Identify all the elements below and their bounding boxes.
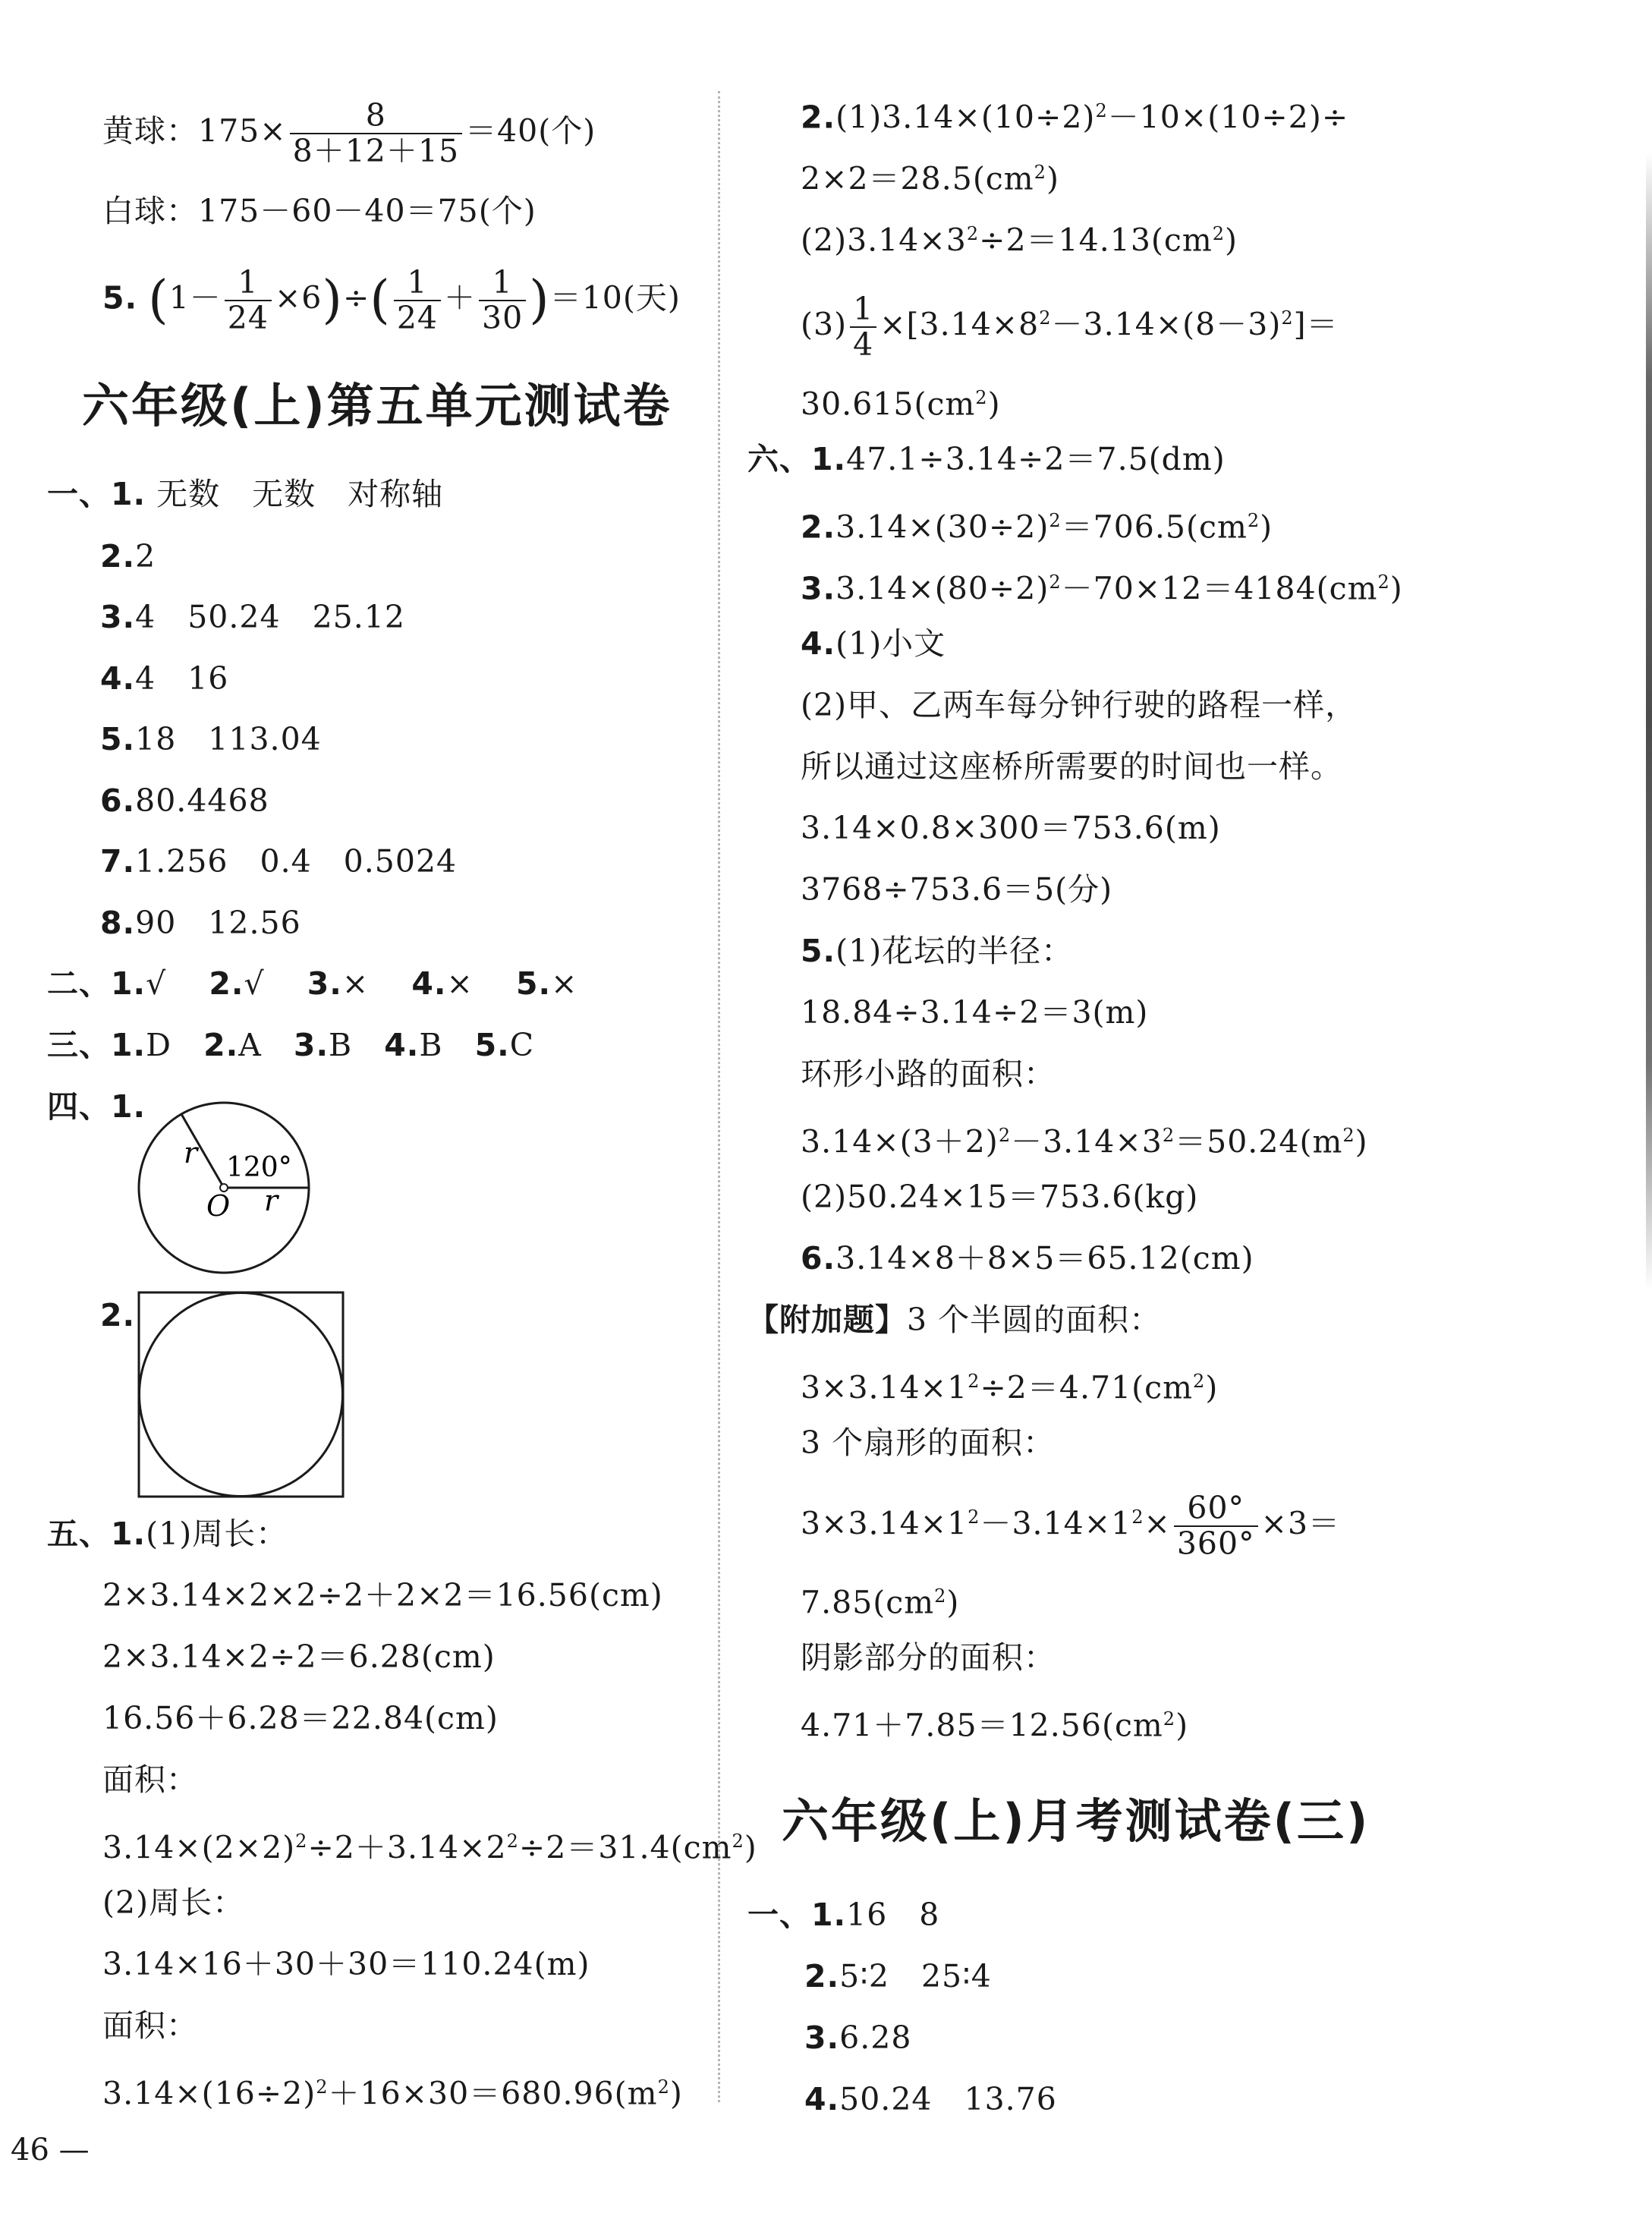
circle-sector-figure [129,1093,319,1283]
yellow-ball-line: 黄球：175× $\frac{8}{8+12+15}$ ＝40(个) [102,97,596,169]
q5-line: 5. (1－ $\frac{1}{24}$ ×6)÷( $\frac{1}{24}$ ＋ $\frac{1}{30}$ )＝10(天) [102,264,681,336]
r-line: $2.3.14\times(30\div 2)^2=706.5(cm^2)$ [801,508,1273,546]
r-line: 18.84÷3.14÷2＝3(m) [801,994,1149,1031]
fraction: $\frac{1}{30}$ [479,266,526,335]
s5-line: 2×3.14×2÷2＝6.28(cm) [102,1639,496,1675]
s1-q4: 4.4 16 [100,660,229,697]
r-line: $2.(1)3.14\times(10\div 2)^2-10\times(10\div 2)\div$ [801,99,1349,136]
s4-q2-label: 2. [100,1297,136,1333]
r-line: $3.3.14\times(80\div 2)^2-70\times 12=4184(cm^2)$ [801,570,1403,607]
fraction: $\frac{60^\circ}{360^\circ}$ [1174,1491,1258,1561]
s2-answers: 二、1.√ 2.√ 3.× 4.× 5.× [47,965,578,1002]
r-line: $4.71+7.85=12.56(cm^2)$ [801,1707,1189,1744]
r-line: 3.14×0.8×300＝753.6(m) [801,810,1221,846]
s1-q2: 2.2 [100,538,156,575]
r-line: 5.(1)花坛的半径： [801,933,1074,969]
fraction: $\frac{8}{8+12+15}$ [290,99,462,168]
s5-line: 16.56＋6.28＝22.84(cm) [102,1700,499,1736]
section-title-unit5: 六年级(上)第五单元测试卷 [82,378,672,433]
r-line: $3\times 3.14\times 1^2\div 2=4.71(cm^2)$ [801,1369,1219,1406]
r-line: 3768÷753.6＝5(分) [801,871,1113,908]
r-line: 6.3.14×8＋8×5＝65.12(cm) [801,1240,1254,1277]
s1-q6: 6.80.4468 [100,782,269,819]
t-line: 一、1.16 8 [747,1897,940,1933]
s5-line: 2×3.14×2×2÷2＋2×2＝16.56(cm) [102,1577,663,1613]
r-line: $7.85(cm^2)$ [801,1584,960,1621]
s5-line: 面积： [102,1761,198,1798]
t-line: 3.6.28 [804,2020,912,2056]
fraction: $\frac{1}{4}$ [850,292,876,362]
r-line: 所以通过这座桥所需要的时间也一样。 [801,748,1342,785]
r-line: 环形小路的面积： [801,1056,1056,1092]
s4-label: 四、1. [47,1088,146,1125]
s1-q5: 5.18 113.04 [100,721,322,757]
r-line: 阴影部分的面积： [801,1639,1056,1676]
r-line: (3) $\frac{1}{4}$ $\times[3.14\times 8^2-3.14\times(8-3)^2]=$ [801,291,1339,363]
column-divider [718,91,720,2102]
s1-q1: 一、1. 无数 无数 对称轴 [47,476,444,512]
r-line: 3 个扇形的面积： [801,1425,1056,1461]
r-line: (2)50.24×15＝753.6(kg) [801,1179,1199,1215]
s5-line: $3.14\times(2\times 2)^2\div 2+3.14\times 2^2\div 2=31.4(cm^2)$ [102,1829,757,1866]
page-number: 46 — [11,2133,90,2167]
r-line: $30.615(cm^2)$ [801,386,1001,423]
t-line: 4.50.24 13.76 [804,2081,1057,2117]
s1-q8: 8.90 12.56 [100,905,301,941]
r-line: 【附加题】3 个半圆的面积： [747,1302,1162,1338]
center-label: O [206,1189,231,1223]
circle-in-square-figure [137,1290,345,1499]
fraction: $\frac{1}{24}$ [394,266,441,335]
s5-line: $3.14\times(16\div 2)^2+16\times 30=680.96(m^2)$ [102,2075,683,2112]
radius-label: r [184,1136,198,1170]
s5-line: 3.14×16＋30＋30＝110.24(m) [102,1946,590,1982]
white-ball-line: 白球：175－60－40＝75(个) [102,193,537,229]
s5-line: 面积： [102,2007,198,2044]
t-line: 2.5∶2 25∶4 [804,1958,992,1994]
s3-answers: 三、1.D 2.A 3.B 4.B 5.C [47,1027,535,1063]
fraction: $\frac{1}{24}$ [225,266,272,335]
r-line: (2)甲、乙两车每分钟行驶的路程一样， [801,687,1358,723]
s1-q7: 7.1.256 0.4 0.5024 [100,843,458,880]
r-line: $3\times 3.14\times 1^2-3.14\times 1^2\times$ $\frac{60^\circ}{360^\circ}$ ×3＝ [801,1490,1341,1562]
radius-label: r [264,1184,278,1217]
r-line: $3.14\times(3+2)^2-3.14\times 3^2=50.24(m^2)$ [801,1123,1368,1160]
s1-q3: 3.4 50.24 25.12 [100,599,405,635]
r-line: $2\times 2=28.5(cm^2)$ [801,160,1059,197]
s5-line: (2)周长： [102,1884,245,1921]
r-line: 六、1.47.1÷3.14÷2＝7.5(dm) [747,441,1226,477]
r-line: $(2)3.14\times 3^2\div 2=14.13(cm^2)$ [801,222,1238,259]
r-line: 4.(1)小文 [801,625,946,662]
angle-label: 120° [226,1152,292,1183]
s5-q1-head: 五、1.(1)周长： [47,1516,288,1552]
scan-edge-shadow [1646,152,1652,1290]
section-title-monthly3: 六年级(上)月考测试卷(三) [782,1793,1370,1849]
